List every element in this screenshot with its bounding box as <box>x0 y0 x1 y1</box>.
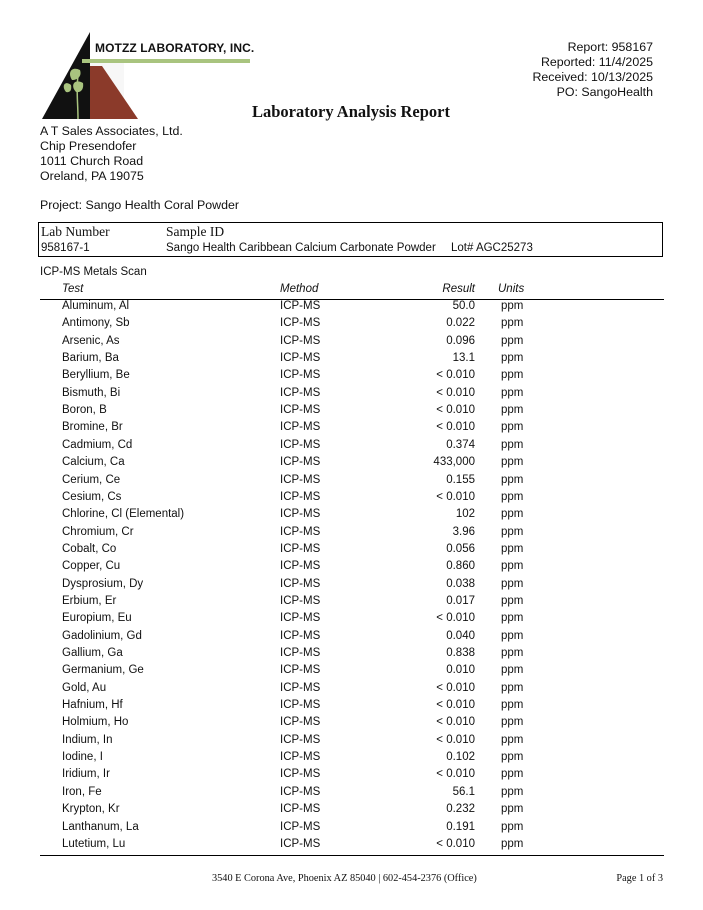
cell-test: Cobalt, Co <box>62 542 117 555</box>
table-row <box>0 456 703 473</box>
client-contact: Chip Presendofer <box>40 139 137 153</box>
table-row <box>0 560 703 577</box>
cell-test: Cerium, Ce <box>62 473 121 486</box>
cell-result: 3.96 <box>452 525 475 538</box>
table-row <box>0 803 703 820</box>
cell-method: ICP-MS <box>280 664 321 677</box>
cell-test: Antimony, Sb <box>62 317 130 330</box>
client-address <box>40 124 183 184</box>
cell-units: ppm <box>501 508 524 521</box>
cell-result: 0.096 <box>446 334 475 347</box>
cell-result: < 0.010 <box>436 404 475 417</box>
table-row <box>0 768 703 785</box>
cell-units: ppm <box>501 751 524 764</box>
cell-units: ppm <box>501 473 524 486</box>
cell-test: Cesium, Cs <box>62 490 122 503</box>
cell-units: ppm <box>501 404 524 417</box>
table-row <box>0 421 703 438</box>
cell-method: ICP-MS <box>280 352 321 365</box>
po-number: PO: SangoHealth <box>556 85 653 99</box>
report-meta <box>532 40 653 100</box>
cell-test: Lanthanum, La <box>62 820 139 833</box>
cell-result: < 0.010 <box>436 733 475 746</box>
cell-units: ppm <box>501 629 524 642</box>
cell-test: Gadolinium, Gd <box>62 629 142 642</box>
cell-result: 0.191 <box>446 820 475 833</box>
sample-info-box <box>38 222 663 257</box>
cell-method: ICP-MS <box>280 404 321 417</box>
cell-test: Germanium, Ge <box>62 664 144 677</box>
cell-method: ICP-MS <box>280 733 321 746</box>
cell-units: ppm <box>501 664 524 677</box>
cell-method: ICP-MS <box>280 577 321 590</box>
cell-method: ICP-MS <box>280 647 321 659</box>
table-row <box>0 474 703 491</box>
cell-test: Indium, In <box>62 733 113 746</box>
table-row <box>0 664 703 681</box>
cell-method: ICP-MS <box>280 785 321 798</box>
cell-method: ICP-MS <box>280 699 321 712</box>
cell-units: ppm <box>501 438 524 451</box>
cell-test: Krypton, Kr <box>62 803 120 816</box>
cell-test: Iridium, Ir <box>62 768 110 781</box>
cell-result: < 0.010 <box>436 490 475 503</box>
cell-method: ICP-MS <box>280 490 321 503</box>
client-street: 1011 Church Road <box>40 154 144 168</box>
cell-result: 0.017 <box>446 594 475 607</box>
lot-number: Lot# AGC25273 <box>451 242 533 254</box>
cell-units: ppm <box>501 542 524 555</box>
cell-method: ICP-MS <box>280 681 321 694</box>
cell-test: Copper, Cu <box>62 560 121 573</box>
cell-result: 433,000 <box>433 456 475 469</box>
table-row <box>0 543 703 560</box>
cell-units: ppm <box>501 768 524 781</box>
cell-method: ICP-MS <box>280 525 321 538</box>
cell-method: ICP-MS <box>280 768 321 781</box>
cell-result: 13.1 <box>452 352 475 365</box>
page-number: Page 1 of 3 <box>616 873 663 884</box>
table-row <box>0 595 703 612</box>
cell-result: 102 <box>455 508 475 521</box>
sample-id-label: Sample ID <box>166 224 225 239</box>
cell-result: 0.038 <box>446 577 475 590</box>
table-row <box>0 335 703 352</box>
cell-test: Cadmium, Cd <box>62 438 133 451</box>
cell-units: ppm <box>501 647 524 659</box>
cell-result: 0.056 <box>446 542 475 555</box>
cell-method: ICP-MS <box>280 820 321 833</box>
cell-test: Holmium, Ho <box>62 716 129 729</box>
cell-method: ICP-MS <box>280 334 321 347</box>
report-title: Laboratory Analysis Report <box>252 102 450 121</box>
cell-test: Chromium, Cr <box>62 525 134 538</box>
table-row <box>0 300 703 317</box>
table-row <box>0 439 703 456</box>
cell-result: < 0.010 <box>436 369 475 382</box>
table-row <box>0 317 703 334</box>
cell-test: Iron, Fe <box>62 785 102 798</box>
cell-method: ICP-MS <box>280 803 321 816</box>
cell-units: ppm <box>501 386 524 399</box>
cell-units: ppm <box>501 733 524 746</box>
column-header-units: Units <box>498 283 525 295</box>
cell-units: ppm <box>501 300 524 312</box>
cell-test: Erbium, Er <box>62 594 117 607</box>
table-row <box>0 352 703 369</box>
lab-number: 958167-1 <box>41 242 90 254</box>
cell-method: ICP-MS <box>280 456 321 469</box>
table-row <box>0 734 703 751</box>
cell-test: Barium, Ba <box>62 352 119 365</box>
cell-units: ppm <box>501 369 524 382</box>
cell-method: ICP-MS <box>280 369 321 382</box>
cell-result: < 0.010 <box>436 421 475 434</box>
cell-test: Boron, B <box>62 404 107 417</box>
cell-result: < 0.010 <box>436 837 475 850</box>
cell-result: 0.374 <box>446 438 475 451</box>
cell-units: ppm <box>501 594 524 607</box>
table-row <box>0 751 703 768</box>
cell-test: Chlorine, Cl (Elemental) <box>62 508 185 521</box>
table-row <box>0 716 703 733</box>
table-row <box>0 526 703 543</box>
cell-method: ICP-MS <box>280 560 321 573</box>
reported-date: Reported: 11/4/2025 <box>540 55 653 69</box>
section-title: ICP-MS Metals Scan <box>40 266 147 278</box>
cell-test: Aluminum, Al <box>62 300 130 312</box>
client-company: A T Sales Associates, Ltd. <box>40 124 183 138</box>
cell-test: Lutetium, Lu <box>62 837 126 850</box>
cell-test: Hafnium, Hf <box>62 699 123 712</box>
cell-method: ICP-MS <box>280 612 321 625</box>
project-name: Project: Sango Health Coral Powder <box>40 198 240 212</box>
table-row <box>0 369 703 386</box>
table-row <box>0 578 703 595</box>
cell-units: ppm <box>501 716 524 729</box>
table-row <box>0 387 703 404</box>
report-number: Report: 958167 <box>567 40 653 54</box>
cell-method: ICP-MS <box>280 837 321 850</box>
cell-test: Europium, Eu <box>62 612 132 625</box>
table-bottom-rule <box>40 855 664 856</box>
cell-result: < 0.010 <box>436 386 475 399</box>
cell-result: 0.838 <box>446 647 475 659</box>
cell-result: 0.010 <box>446 664 475 677</box>
table-row <box>0 630 703 647</box>
cell-units: ppm <box>501 560 524 573</box>
cell-units: ppm <box>501 785 524 798</box>
cell-test: Bromine, Br <box>62 421 123 434</box>
column-header-test: Test <box>62 283 84 295</box>
cell-test: Gold, Au <box>62 681 107 694</box>
table-row <box>0 821 703 838</box>
cell-result: 0.102 <box>446 751 475 764</box>
cell-units: ppm <box>501 352 524 365</box>
cell-test: Beryllium, Be <box>62 369 130 382</box>
cell-method: ICP-MS <box>280 473 321 486</box>
cell-units: ppm <box>501 837 524 850</box>
cell-units: ppm <box>501 612 524 625</box>
cell-result: 0.155 <box>446 473 475 486</box>
table-row <box>0 612 703 629</box>
cell-method: ICP-MS <box>280 594 321 607</box>
cell-result: 50.0 <box>452 300 475 312</box>
table-row <box>0 508 703 525</box>
table-row <box>0 838 703 855</box>
footer-address: 3540 E Corona Ave, Phoenix AZ 85040 | 602-454-2376 (Office) <box>212 873 477 884</box>
cell-test: Bismuth, Bi <box>62 386 121 399</box>
cell-units: ppm <box>501 820 524 833</box>
table-row <box>0 786 703 803</box>
cell-method: ICP-MS <box>280 317 321 330</box>
table-row <box>0 404 703 421</box>
cell-method: ICP-MS <box>280 421 321 434</box>
cell-result: 0.232 <box>446 803 475 816</box>
table-row <box>0 699 703 716</box>
sample-id: Sango Health Caribbean Calcium Carbonate Powder <box>166 242 436 254</box>
cell-method: ICP-MS <box>280 300 321 312</box>
cell-units: ppm <box>501 317 524 330</box>
cell-result: < 0.010 <box>436 612 475 625</box>
cell-units: ppm <box>501 525 524 538</box>
cell-method: ICP-MS <box>280 751 321 764</box>
received-date: Received: 10/13/2025 <box>532 70 653 84</box>
cell-test: Gallium, Ga <box>62 647 123 659</box>
table-row <box>0 491 703 508</box>
cell-method: ICP-MS <box>280 386 321 399</box>
cell-units: ppm <box>501 334 524 347</box>
company-name: MOTZZ LABORATORY, INC. <box>95 41 255 55</box>
client-city: Oreland, PA 19075 <box>40 169 144 183</box>
cell-method: ICP-MS <box>280 438 321 451</box>
cell-result: < 0.010 <box>436 716 475 729</box>
cell-units: ppm <box>501 490 524 503</box>
cell-result: 0.040 <box>446 629 475 642</box>
table-row <box>0 682 703 699</box>
cell-units: ppm <box>501 681 524 694</box>
cell-units: ppm <box>501 421 524 434</box>
cell-result: 0.022 <box>446 317 475 330</box>
cell-test: Iodine, I <box>62 751 103 764</box>
cell-result: < 0.010 <box>436 699 475 712</box>
column-header-method: Method <box>280 283 319 295</box>
cell-units: ppm <box>501 803 524 816</box>
cell-method: ICP-MS <box>280 629 321 642</box>
cell-method: ICP-MS <box>280 508 321 521</box>
cell-test: Arsenic, As <box>62 334 120 347</box>
cell-method: ICP-MS <box>280 542 321 555</box>
column-header-result: Result <box>442 283 475 295</box>
cell-test: Calcium, Ca <box>62 456 125 469</box>
cell-result: < 0.010 <box>436 768 475 781</box>
cell-units: ppm <box>501 699 524 712</box>
cell-units: ppm <box>501 456 524 469</box>
cell-units: ppm <box>501 577 524 590</box>
table-row <box>0 647 703 664</box>
cell-result: < 0.010 <box>436 681 475 694</box>
cell-result: 0.860 <box>446 560 475 573</box>
lab-number-label: Lab Number <box>41 224 110 239</box>
cell-method: ICP-MS <box>280 716 321 729</box>
cell-result: 56.1 <box>452 785 475 798</box>
cell-test: Dysprosium, Dy <box>62 577 144 590</box>
